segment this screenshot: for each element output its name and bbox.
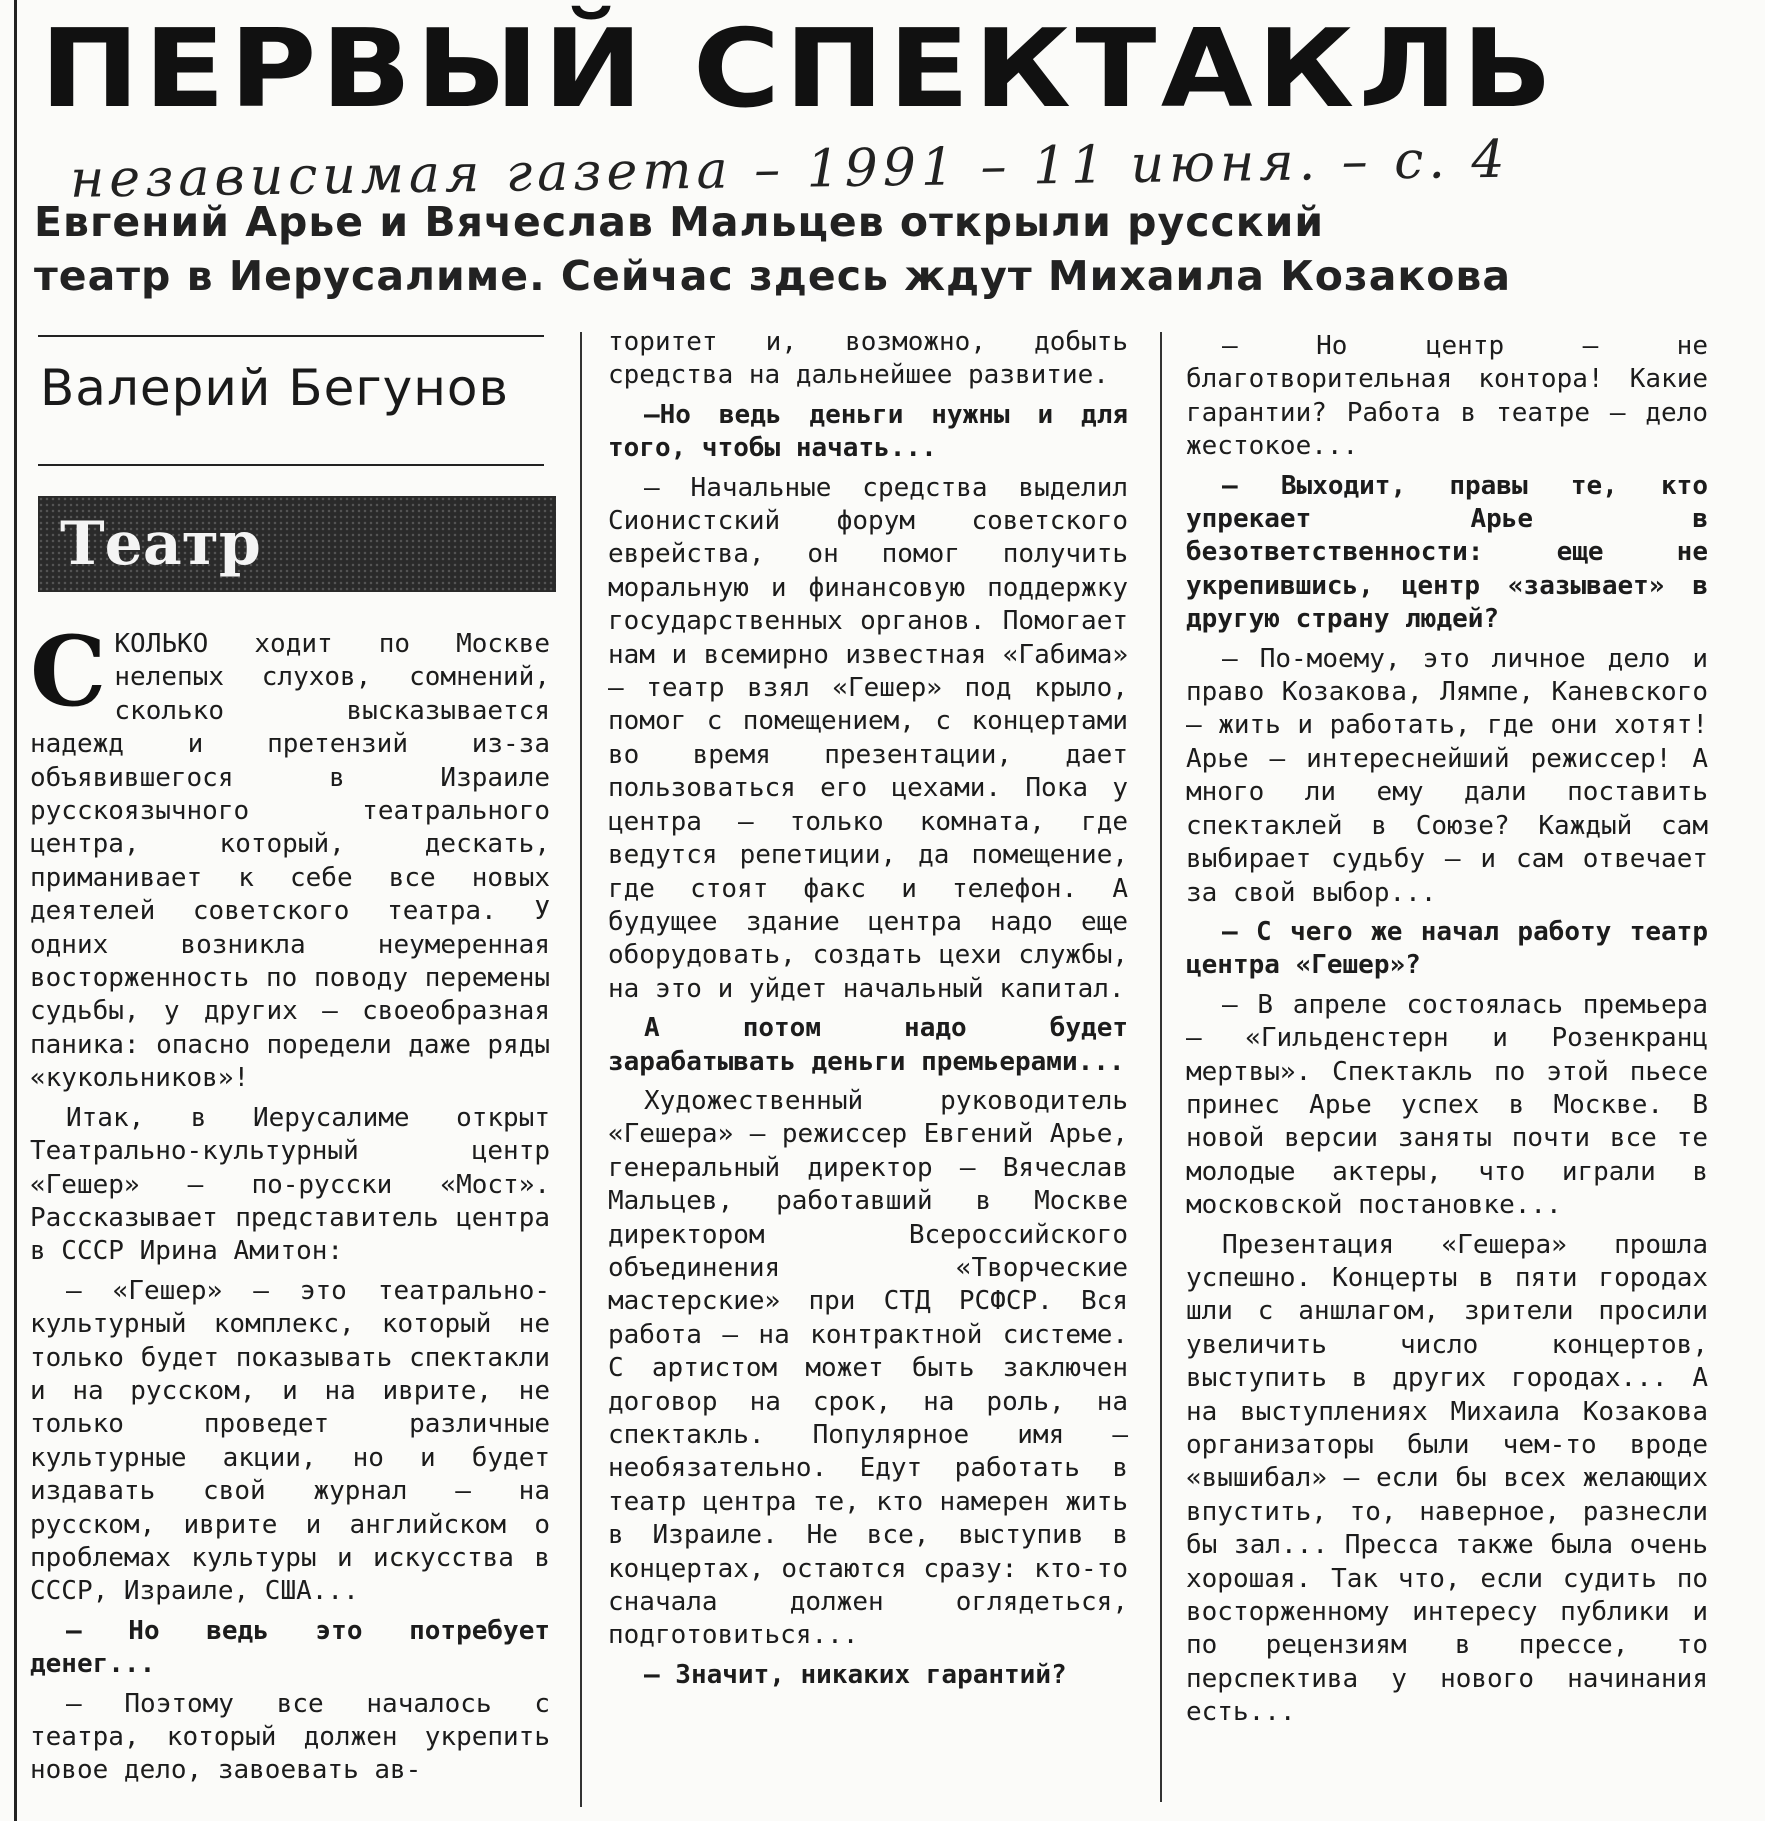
question-paragraph: —Но ведь деньги нужны и для того, чтобы начать... [608,399,1128,464]
column-divider-2 [1160,332,1162,1802]
paragraph: — «Гешер» — это театрально-культурный комплекс, который не только будет показывать спектакли и на русском, и на иврите, не только проведет различные культурные акции, но и будет издавать свой журнал — на русском, иврите и английском о проблемах культуры и искусства в СССР, Израиле, США... [30,1275,550,1607]
column-divider-1 [580,332,582,1807]
article-column-3 [1186,330,1708,1736]
author-bottom-rule [38,464,544,466]
paragraph: Художественный руководитель «Гешера» — режиссер Евгений Арье, генеральный директор — Вячеслав Мальцев, работавший в Москве директором Всероссийского объединения «Творческие мастерские» при СТД РСФСР. Вся работа — на контрактной системе. С артистом может быть заключен договор на срок, на роль, на спектакль. Популярное имя — необязательно. Едут работать в театр центра те, кто намерен жить в Израиле. Не все, выступив в концертах, остаются сразу: кто-то сначала должен оглядеться, подготовиться... [608,1085,1128,1651]
question-paragraph: — Выходит, правы те, кто упрекает Арье в безответственности: еще не укрепившись, центр «зазывает» в другую страну людей? [1186,470,1708,635]
drop-cap: С [30,615,107,728]
question-paragraph: А потом надо будет зарабатывать деньги премьерами... [608,1013,1128,1077]
subtitle [34,195,1594,303]
handwritten-note: независимая газета – 1991 – 11 июня. – с. 4 [69,129,1510,210]
subtitle-line-2: театр в Иерусалиме. Сейчас здесь ждут Михаила Козакова [34,252,1511,300]
article-column-2 [608,326,1128,1698]
author-byline: Валерий Бегунов [40,359,509,417]
paragraph: — Начальные средства выделил Сионистский форум советского еврейства, он помог получить моральную и финансовую поддержку государственных органов. Помогает нам и всемирно известная «Габима» — театр взял «Гешер» под крыло, помог с помещением, с концертами во время презентации, дает пользоваться его цехами. Пока у центра — только комната, где ведутся репетиции, да помещение, где стоят факс и телефон. А будущее здание центра надо еще оборудовать, создать цехи службы, на это и уйдет начальный капитал. [608,472,1128,1004]
paragraph: — По-моему, это личное дело и право Козакова, Лямпе, Каневского — жить и работать, где они хотят! Арье — интереснейший режиссер! А много ли ему дали поставить спектаклей в Союзе? Каждый сам выбирает судьбу — и сам отвечает за свой выбор... [1186,643,1708,908]
rubric-label: Театр [60,509,261,579]
paragraph: Итак, в Иерусалиме открыт Театрально-культурный центр «Гешер» — по-русски «Мост». Рассказывает представитель центра в СССР Ирина Амитон: [30,1102,550,1267]
paragraph: — В апреле состоялась премьера — «Гильденстерн и Розенкранц мертвы». Спектакль по этой пьесе принес Арье успех в Москве. В новой версии заняты почти все те молодые актеры, что играли в московской постановке... [1186,989,1708,1221]
headline: ПЕРВЫЙ СПЕКТАКЛЬ [40,7,1557,132]
author-top-rule [38,335,544,337]
subtitle-line-1: Евгений Арье и Вячеслав Мальцев открыли русский [34,198,1325,246]
question-paragraph: — Значит, никаких гарантий? [644,1659,1067,1690]
paragraph: — Поэтому все началось с театра, который должен укрепить новое дело, завоевать ав- [30,1688,550,1786]
question-paragraph: — Но ведь это потребует денег... [30,1615,550,1680]
page-left-rule [14,0,17,1821]
rubric-banner [38,496,556,592]
paragraph: торитет и, возможно, добыть средства на дальнейшее развитие. [608,327,1128,391]
article-column-1 [30,615,550,1794]
paragraph [30,615,550,1096]
question-paragraph: — С чего же начал работу театр центра «Гешер»? [1186,916,1708,981]
paragraph: — Но центр — не благотворительная контора! Какие гарантии? Работа в театре — дело жестокое... [1186,331,1708,462]
paragraph-text: КОЛЬКО ходит по Москве нелепых слухов, сомнений, сколько высказывается надежд и претензий из-за объявившегося в Израиле русскоязычного театрального центра, который, дескать, приманивает к себе все новых деятелей советского театра. У одних возникла неумеренная восторженность по поводу перемены судьбы, у других — своеобразная паника: опасно поредели даже ряды «кукольников»! [30,629,550,1094]
paragraph: Презентация «Гешера» прошла успешно. Концерты в пяти городах шли с аншлагом, зрители просили увеличить число концертов, выступить в других городах... А на выступлениях Михаила Козакова организаторы были чем-то вроде «вышибал» — если бы всех желающих впустить, то, наверное, разнесли бы зал... Пресса также была очень хорошая. Так что, если судить по восторженному интересу публики и по рецензиям в прессе, то перспектива у нового начинания есть... [1186,1229,1708,1728]
